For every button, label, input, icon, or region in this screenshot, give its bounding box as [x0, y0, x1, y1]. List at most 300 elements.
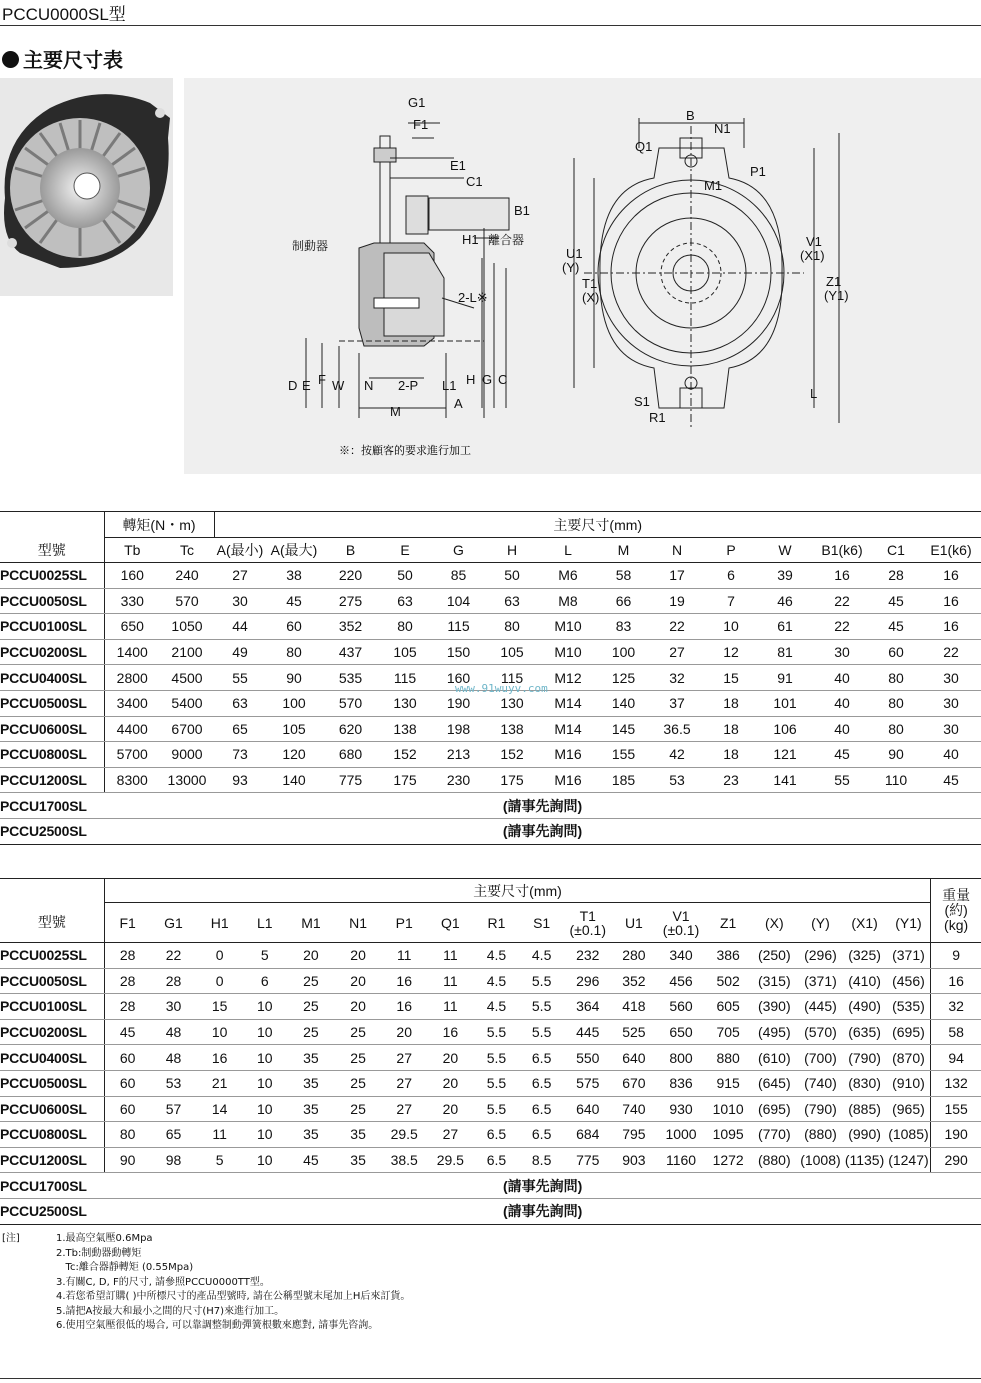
value-cell: 190	[431, 690, 486, 716]
value-cell: 105	[266, 716, 322, 742]
model-cell: PCCU0600SL	[0, 716, 104, 742]
value-cell: 100	[266, 690, 322, 716]
value-cell: 5.5	[520, 968, 564, 994]
value-cell: 275	[322, 588, 379, 614]
value-cell: (535)	[887, 994, 931, 1020]
table-row	[0, 563, 981, 589]
label-f: F	[318, 372, 326, 387]
value-cell: (490)	[842, 994, 886, 1020]
value-cell: 11	[427, 968, 473, 994]
value-cell: 28	[104, 943, 150, 969]
note-line: 4.若您希望訂購( )中所標尺寸的產品型號時, 請在公稱型號末尾加上H后來訂貨。	[56, 1291, 411, 1302]
table-row	[0, 1045, 981, 1071]
drawing-footnote: ※：按顧客的要求進行加工	[339, 445, 471, 457]
value-cell: 73	[214, 742, 266, 768]
value-cell: 42	[649, 742, 705, 768]
label-p1: P1	[750, 164, 766, 179]
drawing-svg	[184, 78, 981, 474]
value-cell: (885)	[842, 1096, 886, 1122]
value-cell: 45	[287, 1147, 335, 1173]
value-cell: 104	[431, 588, 486, 614]
value-cell: 40	[813, 665, 871, 691]
model-cell: PCCU0025SL	[0, 563, 104, 589]
value-cell: M14	[538, 690, 598, 716]
value-cell: 63	[214, 690, 266, 716]
value-cell: 63	[486, 588, 538, 614]
value-cell: 44	[214, 614, 266, 640]
value-cell: (790)	[798, 1096, 842, 1122]
column-header: A(最小)	[214, 538, 266, 563]
value-cell: 10	[705, 614, 757, 640]
value-cell: 63	[379, 588, 431, 614]
column-header: G1	[150, 903, 196, 943]
label-2p: 2-P	[398, 378, 419, 393]
value-cell: 4.5	[473, 968, 519, 994]
value-cell: 25	[287, 994, 335, 1020]
value-cell: 680	[322, 742, 379, 768]
column-header: Q1	[427, 903, 473, 943]
column-header: Z1	[706, 903, 750, 943]
value-cell: 795	[612, 1122, 656, 1148]
value-cell: 280	[612, 943, 656, 969]
t1-torque-header: 轉矩(N・m)	[104, 512, 214, 538]
value-cell: 80	[379, 614, 431, 640]
value-cell: (870)	[887, 1045, 931, 1071]
value-cell: (495)	[750, 1019, 798, 1045]
value-cell: 115	[431, 614, 486, 640]
value-cell: 1010	[706, 1096, 750, 1122]
value-cell: 10	[243, 1147, 287, 1173]
t1-corner	[0, 512, 104, 538]
value-cell: 290	[931, 1147, 981, 1173]
value-cell: 37	[649, 690, 705, 716]
inquiry-cell: (請事先詢問)	[104, 1198, 981, 1224]
value-cell: 152	[486, 742, 538, 768]
section-title: 主要尺寸表	[23, 48, 123, 72]
label-l: L	[810, 386, 818, 401]
value-cell: 16	[381, 968, 427, 994]
label-brake: 制動器	[292, 239, 329, 253]
value-cell: 11	[427, 943, 473, 969]
value-cell: 10	[243, 1045, 287, 1071]
value-cell: 39	[757, 563, 813, 589]
table-row	[0, 968, 981, 994]
value-cell: (296)	[798, 943, 842, 969]
value-cell: 16	[381, 994, 427, 1020]
value-cell: 160	[431, 665, 486, 691]
value-cell: 140	[266, 767, 322, 793]
value-cell: 740	[612, 1096, 656, 1122]
model-cell: PCCU1200SL	[0, 767, 104, 793]
column-header: S1	[520, 903, 564, 943]
page-title: PCCU0000SL型	[2, 5, 126, 24]
value-cell: (740)	[798, 1070, 842, 1096]
value-cell: 27	[381, 1045, 427, 1071]
column-header: (X1)	[842, 903, 886, 943]
notes-tag: [注]	[2, 1233, 20, 1244]
value-cell: 175	[486, 767, 538, 793]
value-cell: 930	[656, 1096, 706, 1122]
t2-model-header: 型號	[0, 903, 104, 943]
label-c1: C1	[466, 174, 483, 189]
value-cell: 30	[214, 588, 266, 614]
column-header: T1 (±0.1)	[564, 903, 612, 943]
value-cell: 130	[379, 690, 431, 716]
label-r1: R1	[649, 410, 666, 425]
value-cell: 684	[564, 1122, 612, 1148]
value-cell: 4.5	[520, 943, 564, 969]
value-cell: 6	[705, 563, 757, 589]
model-cell: PCCU1200SL	[0, 1147, 104, 1173]
model-cell: PCCU0500SL	[0, 690, 104, 716]
value-cell: 36.5	[649, 716, 705, 742]
value-cell: 27	[214, 563, 266, 589]
value-cell: 9000	[160, 742, 214, 768]
value-cell: 28	[104, 968, 150, 994]
value-cell: 175	[379, 767, 431, 793]
value-cell: 35	[335, 1122, 381, 1148]
label-f1: F1	[413, 117, 429, 132]
product-photo	[0, 78, 173, 296]
label-g: G	[482, 372, 493, 387]
value-cell: 48	[150, 1045, 196, 1071]
label-d: D	[288, 378, 298, 393]
value-cell: 550	[564, 1045, 612, 1071]
model-cell: PCCU0500SL	[0, 1070, 104, 1096]
value-cell: 705	[706, 1019, 750, 1045]
section-view	[306, 123, 509, 418]
value-cell: 90	[104, 1147, 150, 1173]
value-cell: 445	[564, 1019, 612, 1045]
t2-corner	[0, 879, 104, 903]
column-header: F1	[104, 903, 150, 943]
front-view-labels	[562, 108, 849, 425]
value-cell: 8.5	[520, 1147, 564, 1173]
table-row	[0, 818, 981, 844]
value-cell: 25	[287, 968, 335, 994]
value-cell: 18	[705, 690, 757, 716]
value-cell: 10	[243, 994, 287, 1020]
column-header: H	[486, 538, 538, 563]
value-cell: 60	[871, 639, 921, 665]
table-row	[0, 1096, 981, 1122]
value-cell: 25	[335, 1019, 381, 1045]
note-line: 6.使用空氣壓很低的場合, 可以靠調整制動彈簧根數來應對, 請事先咨詢。	[56, 1320, 379, 1331]
table-row	[0, 1122, 981, 1148]
table-row	[0, 639, 981, 665]
value-cell: 22	[150, 943, 196, 969]
table-row	[0, 943, 981, 969]
value-cell: (371)	[798, 968, 842, 994]
value-cell: 125	[598, 665, 649, 691]
value-cell: 110	[871, 767, 921, 793]
value-cell: 85	[431, 563, 486, 589]
label-a: A	[454, 396, 463, 411]
model-cell: PCCU1700SL	[0, 1173, 104, 1199]
label-t1: T1	[582, 276, 598, 291]
value-cell: 19	[649, 588, 705, 614]
value-cell: 0	[197, 943, 243, 969]
value-cell: 16	[921, 588, 981, 614]
value-cell: 25	[335, 1045, 381, 1071]
value-cell: 20	[427, 1070, 473, 1096]
label-clutch: 離合器	[488, 233, 525, 247]
value-cell: 2800	[104, 665, 160, 691]
value-cell: 152	[379, 742, 431, 768]
value-cell: (1247)	[887, 1147, 931, 1173]
value-cell: 9	[931, 943, 981, 969]
value-cell: 605	[706, 994, 750, 1020]
value-cell: 80	[871, 665, 921, 691]
column-header: N	[649, 538, 705, 563]
value-cell: 4.5	[473, 943, 519, 969]
value-cell: 10	[197, 1019, 243, 1045]
column-header: B1(k6)	[813, 538, 871, 563]
label-n: N	[364, 378, 374, 393]
value-cell: 800	[656, 1045, 706, 1071]
value-cell: 28	[150, 968, 196, 994]
value-cell: 121	[757, 742, 813, 768]
column-header: R1	[473, 903, 519, 943]
value-cell: M6	[538, 563, 598, 589]
value-cell: (371)	[887, 943, 931, 969]
value-cell: 40	[921, 742, 981, 768]
value-cell: 130	[486, 690, 538, 716]
value-cell: M14	[538, 716, 598, 742]
label-z1: Z1	[826, 274, 842, 289]
value-cell: 1160	[656, 1147, 706, 1173]
value-cell: 30	[921, 716, 981, 742]
value-cell: 40	[813, 716, 871, 742]
value-cell: 213	[431, 742, 486, 768]
label-x1: (X1)	[800, 248, 825, 263]
value-cell: 29.5	[381, 1122, 427, 1148]
model-cell: PCCU0400SL	[0, 1045, 104, 1071]
value-cell: 296	[564, 968, 612, 994]
value-cell: 35	[287, 1070, 335, 1096]
value-cell: 386	[706, 943, 750, 969]
column-header: N1	[335, 903, 381, 943]
value-cell: (1135)	[842, 1147, 886, 1173]
value-cell: 50	[486, 563, 538, 589]
label-2l: 2-L※	[458, 290, 488, 305]
value-cell: (610)	[750, 1045, 798, 1071]
value-cell: 560	[656, 994, 706, 1020]
label-h: H	[466, 372, 476, 387]
label-m1: M1	[704, 178, 723, 193]
value-cell: 3400	[104, 690, 160, 716]
value-cell: M10	[538, 639, 598, 665]
value-cell: 106	[757, 716, 813, 742]
value-cell: 670	[612, 1070, 656, 1096]
inquiry-cell: (請事先詢問)	[104, 1173, 981, 1199]
value-cell: 775	[322, 767, 379, 793]
label-y: (Y)	[562, 260, 580, 275]
table-row	[0, 1173, 981, 1199]
value-cell: 30	[921, 690, 981, 716]
value-cell: 15	[705, 665, 757, 691]
column-header: M1	[287, 903, 335, 943]
value-cell: 340	[656, 943, 706, 969]
value-cell: 5.5	[473, 1019, 519, 1045]
label-e: E	[302, 378, 311, 393]
value-cell: 20	[335, 994, 381, 1020]
column-header: (Y)	[798, 903, 842, 943]
value-cell: 190	[931, 1122, 981, 1148]
value-cell: 16	[921, 563, 981, 589]
value-cell: 330	[104, 588, 160, 614]
value-cell: 90	[871, 742, 921, 768]
value-cell: 65	[150, 1122, 196, 1148]
value-cell: 30	[150, 994, 196, 1020]
value-cell: M10	[538, 614, 598, 640]
table-row	[0, 767, 981, 793]
label-b1: B1	[514, 203, 530, 218]
table-row	[0, 588, 981, 614]
watermark: www.91wuyv.com	[455, 682, 548, 695]
value-cell: 6.5	[520, 1070, 564, 1096]
value-cell: 5	[243, 943, 287, 969]
value-cell: 115	[379, 665, 431, 691]
model-cell: PCCU0600SL	[0, 1096, 104, 1122]
model-cell: PCCU1700SL	[0, 793, 104, 819]
note-line: 5.請把A按最大和最小之間的尺寸(H7)來進行加工。	[56, 1305, 285, 1317]
table-row	[0, 716, 981, 742]
value-cell: 6.5	[520, 1122, 564, 1148]
value-cell: 232	[564, 943, 612, 969]
label-l1: L1	[442, 378, 457, 393]
value-cell: 25	[287, 1019, 335, 1045]
model-cell: PCCU0100SL	[0, 614, 104, 640]
value-cell: (770)	[750, 1122, 798, 1148]
value-cell: 120	[266, 742, 322, 768]
value-cell: 16	[427, 1019, 473, 1045]
value-cell: 352	[322, 614, 379, 640]
value-cell: 10	[243, 1070, 287, 1096]
label-y1: (Y1)	[824, 288, 849, 303]
value-cell: 10	[243, 1096, 287, 1122]
value-cell: M16	[538, 767, 598, 793]
value-cell: 27	[381, 1096, 427, 1122]
value-cell: 8300	[104, 767, 160, 793]
value-cell: (790)	[842, 1045, 886, 1071]
value-cell: (410)	[842, 968, 886, 994]
value-cell: 903	[612, 1147, 656, 1173]
value-cell: 115	[486, 665, 538, 691]
value-cell: 4.5	[473, 994, 519, 1020]
value-cell: 220	[322, 563, 379, 589]
value-cell: 6.5	[473, 1122, 519, 1148]
value-cell: 140	[598, 690, 649, 716]
value-cell: 25	[335, 1096, 381, 1122]
value-cell: 32	[931, 994, 981, 1020]
value-cell: 28	[871, 563, 921, 589]
value-cell: 640	[564, 1096, 612, 1122]
value-cell: 27	[427, 1122, 473, 1148]
value-cell: 18	[705, 716, 757, 742]
value-cell: (250)	[750, 943, 798, 969]
table-row	[0, 742, 981, 768]
value-cell: 11	[197, 1122, 243, 1148]
label-s1: S1	[634, 394, 650, 409]
value-cell: 160	[104, 563, 160, 589]
value-cell: 364	[564, 994, 612, 1020]
dimension-drawing	[184, 78, 981, 474]
value-cell: 11	[381, 943, 427, 969]
model-cell: PCCU0200SL	[0, 1019, 104, 1045]
column-header: E1(k6)	[921, 538, 981, 563]
value-cell: (830)	[842, 1070, 886, 1096]
value-cell: 155	[598, 742, 649, 768]
table-row	[0, 994, 981, 1020]
t2-dims-header: 主要尺寸(mm)	[104, 879, 930, 903]
value-cell: 100	[598, 639, 649, 665]
value-cell: 25	[335, 1070, 381, 1096]
value-cell: 35	[287, 1045, 335, 1071]
value-cell: 640	[612, 1045, 656, 1071]
value-cell: 40	[813, 690, 871, 716]
value-cell: 20	[427, 1096, 473, 1122]
table-row	[0, 793, 981, 819]
model-cell: PCCU2500SL	[0, 1198, 104, 1224]
inquiry-cell: (請事先詢問)	[104, 793, 981, 819]
model-cell: PCCU0050SL	[0, 968, 104, 994]
value-cell: 80	[871, 690, 921, 716]
value-cell: 65	[214, 716, 266, 742]
value-cell: 12	[705, 639, 757, 665]
value-cell: (325)	[842, 943, 886, 969]
table-row	[0, 1070, 981, 1096]
value-cell: M8	[538, 588, 598, 614]
value-cell: 2100	[160, 639, 214, 665]
value-cell: 101	[757, 690, 813, 716]
value-cell: 145	[598, 716, 649, 742]
bullet-icon	[2, 51, 19, 68]
value-cell: (880)	[798, 1122, 842, 1148]
note-line: 1.最高空氣壓0.6Mpa	[56, 1233, 153, 1244]
model-cell: PCCU0400SL	[0, 665, 104, 691]
value-cell: 16	[921, 614, 981, 640]
value-cell: 7	[705, 588, 757, 614]
column-header: V1 (±0.1)	[656, 903, 706, 943]
footer-divider	[0, 1378, 981, 1379]
value-cell: 93	[214, 767, 266, 793]
value-cell: 20	[427, 1045, 473, 1071]
value-cell: (635)	[842, 1019, 886, 1045]
value-cell: 4500	[160, 665, 214, 691]
value-cell: 48	[150, 1019, 196, 1045]
value-cell: 230	[431, 767, 486, 793]
value-cell: 6700	[160, 716, 214, 742]
value-cell: 22	[813, 614, 871, 640]
column-header: H1	[197, 903, 243, 943]
value-cell: 141	[757, 767, 813, 793]
value-cell: 53	[150, 1070, 196, 1096]
value-cell: 105	[379, 639, 431, 665]
value-cell: 55	[214, 665, 266, 691]
value-cell: 83	[598, 614, 649, 640]
column-header: B	[322, 538, 379, 563]
value-cell: 17	[649, 563, 705, 589]
column-header: P1	[381, 903, 427, 943]
value-cell: 138	[486, 716, 538, 742]
value-cell: 5.5	[520, 994, 564, 1020]
value-cell: 437	[322, 639, 379, 665]
value-cell: (880)	[750, 1147, 798, 1173]
value-cell: 60	[266, 614, 322, 640]
value-cell: 5	[197, 1147, 243, 1173]
value-cell: 29.5	[427, 1147, 473, 1173]
